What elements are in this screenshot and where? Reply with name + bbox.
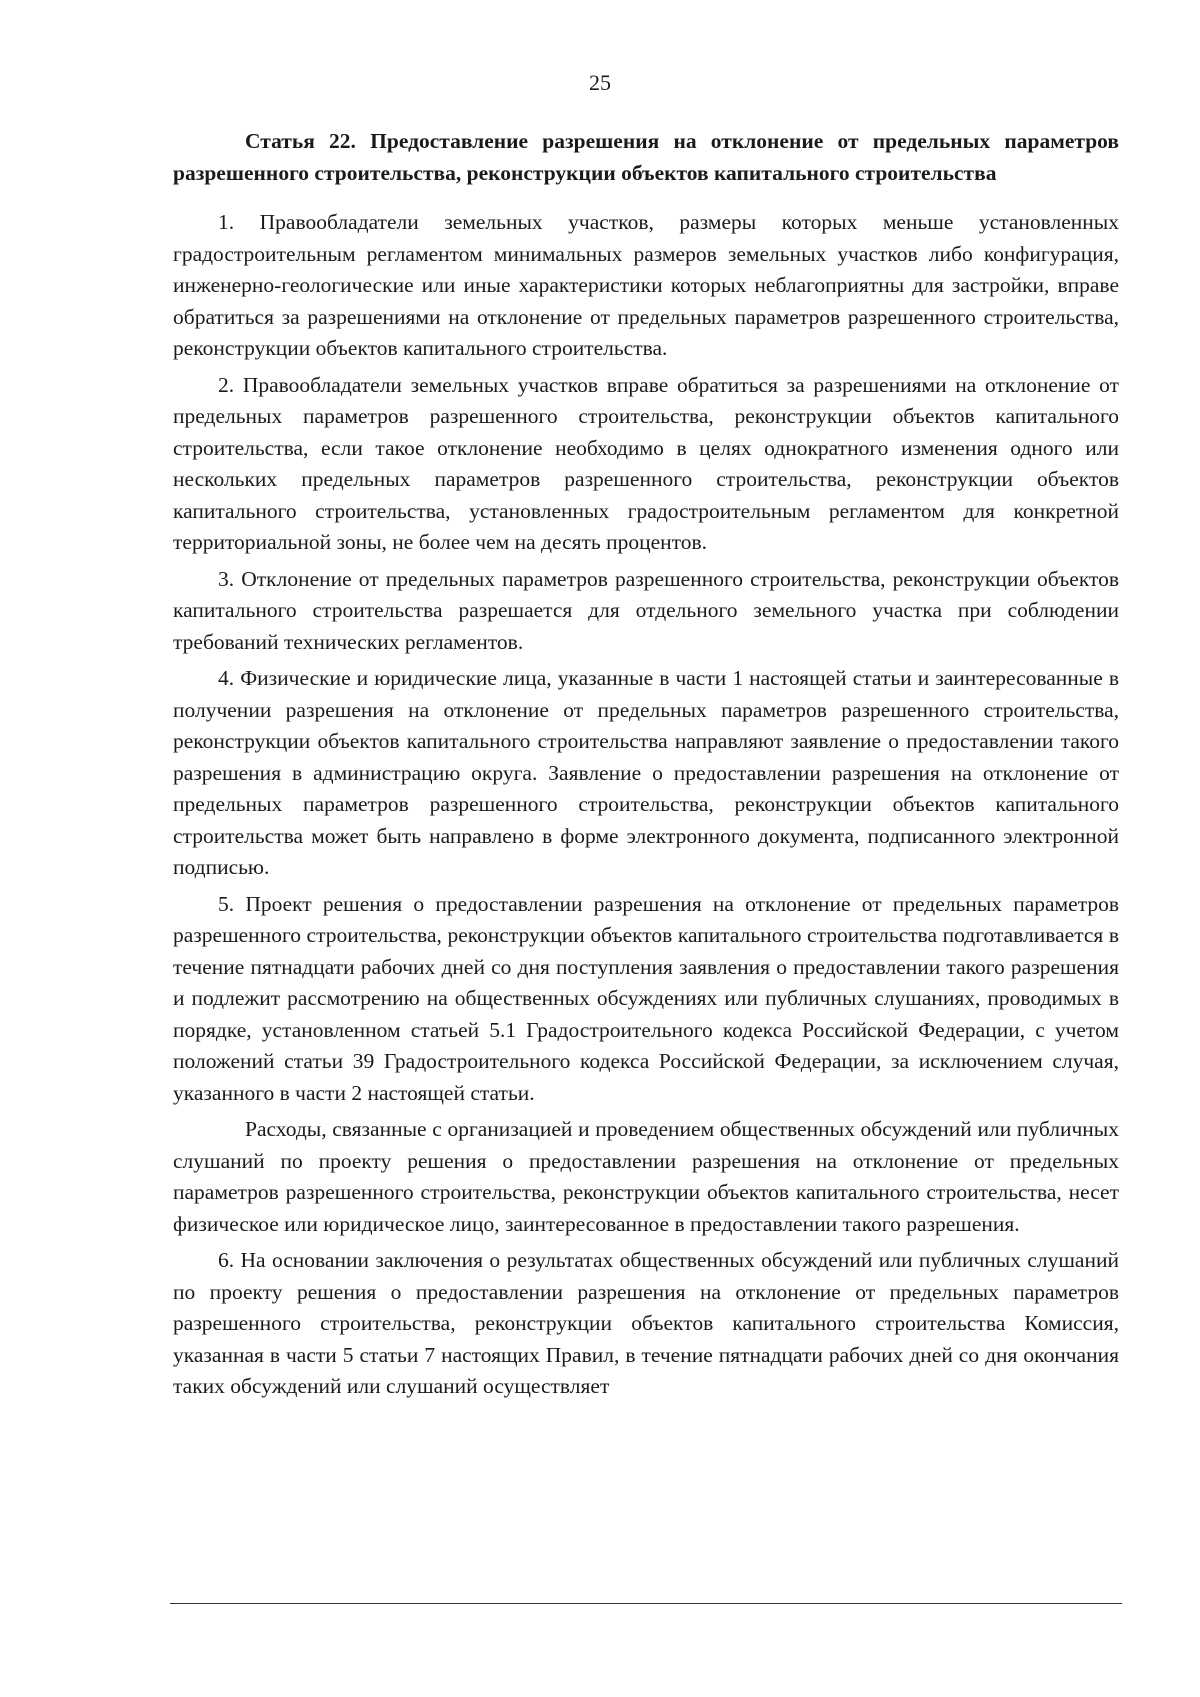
paragraph-1: 1. Правообладатели земельных участков, размеры которых меньше установленных градостроительным регламентом минимальных размеров земельных участков либо конфигурация, инженерно-геологические или иные характеристики которых неблагоприятны для застройки, вправе обратиться за разрешениями на отклонение от предельных параметров разрешенного строительства, реконструкции объектов капитального строительства. xyxy=(173,210,1119,360)
paragraph-3: 3. Отклонение от предельных параметров разрешенного строительства, реконструкции объектов капитального строительства разрешается для отдельного земельного участка при соблюдении требований технических регламентов. xyxy=(173,566,1119,654)
footer-divider xyxy=(170,1603,1122,1604)
paragraph-5: 5. Проект решения о предоставлении разрешения на отклонение от предельных параметров разрешенного строительства, реконструкции объектов капитального строительства подготавливается в течение пятнадцати рабочих дней со дня поступления заявления о предоставлении такого разрешения и подлежит рассмотрению на общественных обсуждениях или публичных слушаниях, проводимых в порядке, установленном статьей 5.1 Градостроительного кодекса Российской Федерации, с учетом положений статьи 39 Градостроительного кодекса Российской Федерации, за исключением случая, указанного в части 2 настоящей статьи. xyxy=(173,891,1119,1105)
paragraph-2: 2. Правообладатели земельных участков вправе обратиться за разрешениями на отклонение от предельных параметров разрешенного строительства, реконструкции объектов капитального строительства, если такое отклонение необходимо в целях однократного изменения одного или нескольких предельных параметров разрешенного строительства, реконструкции объектов капитального строительства, установленных градостроительным регламентом для конкретной территориальной зоны, не более чем на десять процентов. xyxy=(173,372,1119,554)
paragraph-5-continuation: Расходы, связанные с организацией и проведением общественных обсуждений или публичных слушаний по проекту решения о предоставлении разрешения на отклонение от предельных параметров разрешенного строительства, реконструкции объектов капитального строительства, несет физическое или юридическое лицо, заинтересованное в предоставлении такого разрешения. xyxy=(173,1117,1119,1236)
page-number: 25 xyxy=(589,70,611,95)
article-title: Статья 22. Предоставление разрешения на отклонение от предельных параметров разрешенного строительства, реконструкции объектов капитального строительства xyxy=(173,129,1119,185)
document-body xyxy=(173,126,1119,1408)
paragraph-6: 6. На основании заключения о результатах общественных обсуждений или публичных слушаний по проекту решения о предоставлении разрешения на отклонение от предельных параметров разрешенного строительства, реконструкции объектов капитального строительства Комиссия, указанная в части 5 статьи 7 настоящих Правил, в течение пятнадцати рабочих дней со дня окончания таких обсуждений или слушаний осуществляет xyxy=(173,1248,1119,1398)
paragraph-4: 4. Физические и юридические лица, указанные в части 1 настоящей статьи и заинтересованные в получении разрешения на отклонение от предельных параметров разрешенного строительства, реконструкции объектов капитального строительства направляют заявление о предоставлении такого разрешения в администрацию округа. Заявление о предоставлении разрешения на отклонение от предельных параметров разрешенного строительства, реконструкции объектов капитального строительства может быть направлено в форме электронного документа, подписанного электронной подписью. xyxy=(173,666,1119,879)
